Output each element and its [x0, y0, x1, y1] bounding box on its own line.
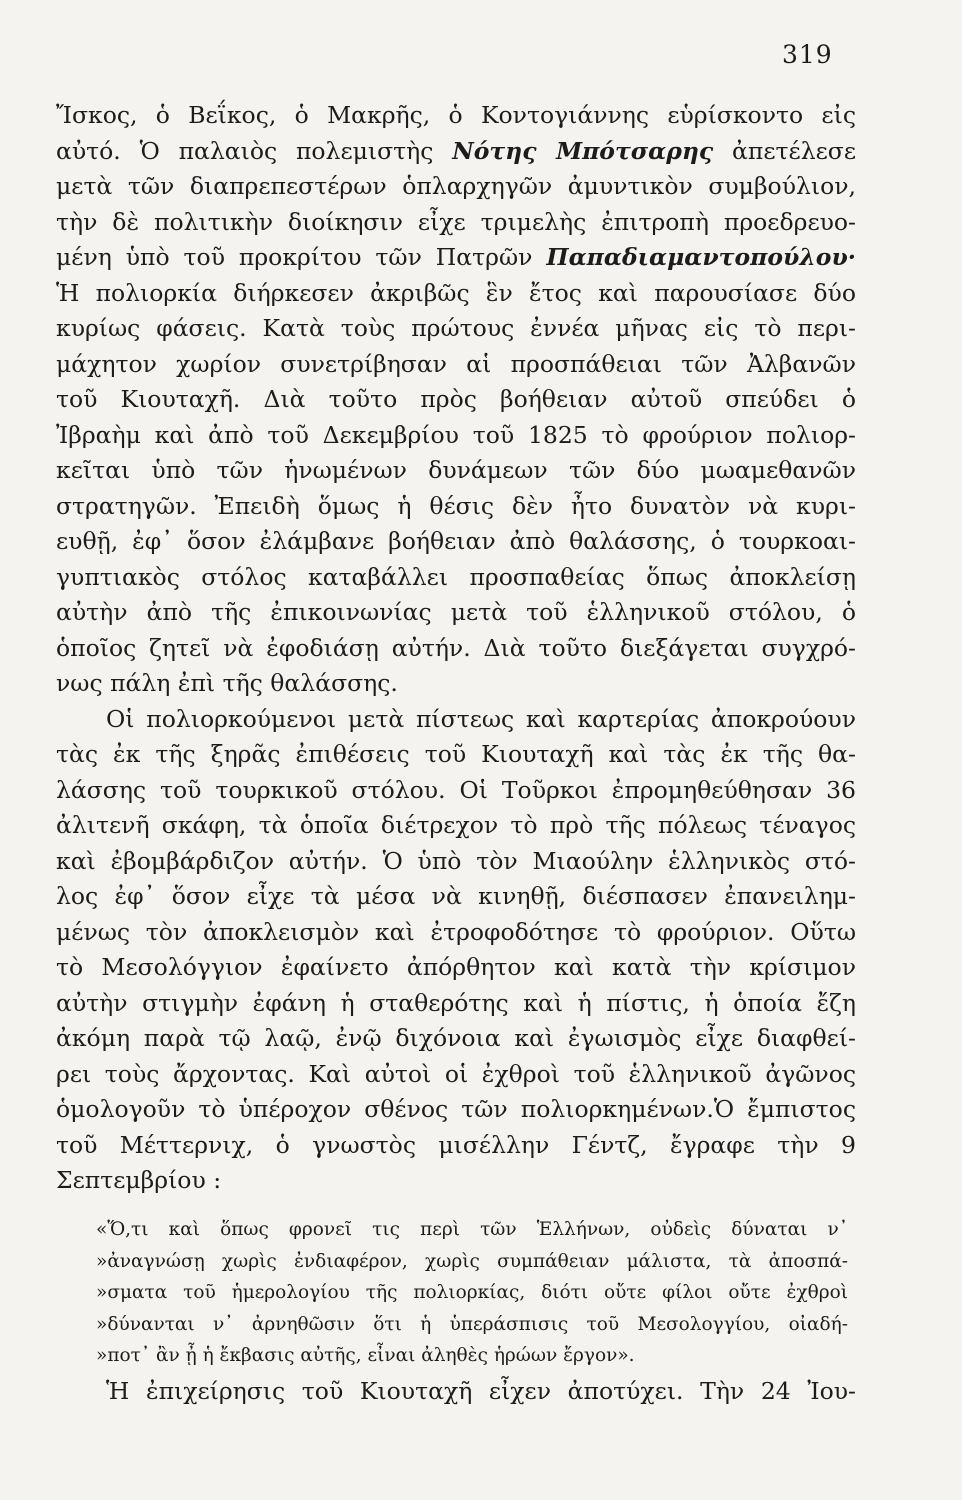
page-number: 319	[782, 40, 833, 69]
quote-line: »ποτ᾽ ἂν ᾖ ἡ ἔκβασις αὐτῆς, εἶναι ἀληθὲς ἡρώων ἔργον».	[96, 1345, 635, 1366]
block-quote	[96, 1214, 848, 1372]
text-line: λάσσης τοῦ τουρκικοῦ στόλου. Οἱ Τοῦρκοι ἐπρομηθεύθησαν 36	[56, 775, 856, 804]
text-line: κυρίως φάσεις. Κατὰ τοὺς πρώτους ἐννέα μῆνας εἰς τὸ περι-	[56, 314, 856, 342]
text-line: ὁμολογοῦν τὸ ὑπέροχον σθένος τῶν πολιορκημένων.Ὁ ἔμπιστος	[56, 1095, 856, 1123]
text-line: μένη ὑπὸ τοῦ προκρίτου τῶν Πατρῶν Παπαδιαμαντοπούλου·	[56, 243, 856, 271]
text-line: καὶ ἐβομβάρδιζον αὐτήν. Ὁ ὑπὸ τὸν Μιαούλην ἑλληνικὸς στό-	[56, 846, 856, 875]
text-line: ἀκόμη παρὰ τῷ λαῷ, ἐνῷ διχόνοια καὶ ἐγωισμὸς εἶχε διαφθεί-	[56, 1024, 856, 1052]
text-line: μάχητον χωρίον συνετρίβησαν αἱ προσπάθειαι τῶν Ἀλβανῶν	[56, 349, 856, 378]
paragraph-1	[56, 98, 856, 1199]
text-line: Ἴσκος, ὁ Βεΐκος, ὁ Μακρῆς, ὁ Κοντογιάννης εὑρίσκοντο εἰς	[56, 101, 856, 129]
text-line: Σεπτεμβρίου :	[56, 1166, 222, 1194]
text-line: αὐτὴν στιγμὴν ἐφάνη ἡ σταθερότης καὶ ἡ πίστις, ἡ ὁποία ἔζη	[56, 988, 856, 1017]
text-line: ρει τοὺς ἄρχοντας. Καὶ αὐτοὶ οἱ ἐχθροὶ τοῦ ἑλληνικοῦ ἀγῶνος	[56, 1059, 856, 1088]
emphasized-name: Παπαδιαμαντοπούλου·	[546, 243, 856, 271]
text-line: Οἱ πολιορκούμενοι μετὰ πίστεως καὶ καρτερίας ἀποκρούουν	[106, 704, 856, 733]
text-line: αὐτό. Ὁ παλαιὸς πολεμιστὴς Νότης Μπότσαρης ἀπετέλεσε	[56, 136, 856, 165]
text-line: γυπτιακὸς στόλος καταβάλλει προσπαθείας ὅπως ἀποκλείσῃ	[56, 562, 856, 591]
paragraph-3	[56, 1374, 856, 1410]
quote-line: «Ὅ,τι καὶ ὅπως φρονεῖ τις περὶ τῶν Ἑλλήνων, οὐδεὶς δύναται ν᾽	[96, 1219, 848, 1240]
text-line: τὰς ἐκ τῆς ξηρᾶς ἐπιθέσεις τοῦ Κιουταχῆ καὶ τὰς ἐκ τῆς θα-	[56, 740, 856, 768]
quote-line: »σματα τοῦ ἡμερολογίου τῆς πολιορκίας, διότι οὔτε φίλοι οὔτε ἐχθροὶ	[96, 1282, 848, 1303]
text-line: κεῖται ὑπὸ τῶν ἡνωμένων δυνάμεων τῶν δύο μωαμεθανῶν	[56, 456, 856, 484]
quote-line: »δύνανται ν᾽ ἀρνηθῶσιν ὅτι ἡ ὑπεράσπισις τοῦ Μεσολογγίου, οἰαδή-	[96, 1313, 848, 1335]
text-line: μετὰ τῶν διαπρεπεστέρων ὁπλαρχηγῶν ἀμυντικὸν συμβούλιον,	[56, 172, 856, 200]
text-line: ἀλιτενῆ σκάφη, τὰ ὁποῖα διέτρεχον τὸ πρὸ τῆς πόλεως τέναγος	[56, 811, 856, 839]
quote-line: »ἀναγνώσῃ χωρὶς ἐνδιαφέρον, χωρὶς συμπάθειαν μάλιστα, τὰ ἀποσπά-	[96, 1250, 848, 1272]
text-line: τὴν δὲ πολιτικὴν διοίκησιν εἶχε τριμελὴς ἐπιτροπὴ προεδρευο-	[56, 207, 856, 236]
text-line: στρατηγῶν. Ἐπειδὴ ὅμως ἡ θέσις δὲν ἦτο δυνατὸν νὰ κυρι-	[56, 491, 856, 520]
text-line: τοῦ Κιουταχῆ. Διὰ τοῦτο πρὸς βοήθειαν αὐτοῦ σπεύδει ὁ	[56, 385, 856, 413]
text-line: νως πάλη ἐπὶ τῆς θαλάσσης.	[56, 669, 398, 697]
text-line: αὐτὴν ἀπὸ τῆς ἐπικοινωνίας μετὰ τοῦ ἑλληνικοῦ στόλου, ὁ	[56, 598, 856, 626]
text-line: Ἡ ἐπιχείρησις τοῦ Κιουταχῆ εἶχεν ἀποτύχει. Τὴν 24 Ἰου-	[106, 1377, 856, 1405]
text-line: Ἰβραὴμ καὶ ἀπὸ τοῦ Δεκεμβρίου τοῦ 1825 τὸ φρούριον πολιορ-	[56, 420, 856, 449]
text-line: μένως τὸν ἀποκλεισμὸν καὶ ἐτροφοδότησε τὸ φρούριον. Οὕτω	[56, 917, 856, 946]
text-line: Ἡ πολιορκία διήρκεσεν ἀκριβῶς ἓν ἔτος καὶ παρουσίασε δύο	[56, 278, 856, 307]
text-line: λος ἐφ᾽ ὅσον εἶχε τὰ μέσα νὰ κινηθῇ, διέσπασεν ἐπανειλημ-	[56, 882, 856, 910]
emphasized-name: Νότης Μπότσαρης	[452, 136, 714, 165]
text-line: ευθῇ, ἐφ᾽ ὅσον ἐλάμβανε βοήθειαν ἀπὸ θαλάσσης, ὁ τουρκοαι-	[56, 527, 856, 555]
text-line: τοῦ Μέττερνιχ, ὁ γνωστὸς μισέλλην Γέντζ, ἔγραφε τὴν 9	[56, 1130, 856, 1159]
text-line: ὁποῖος ζητεῖ νὰ ἐφοδιάσῃ αὐτήν. Διὰ τοῦτο διεξάγεται συγχρό-	[56, 633, 856, 662]
text-line: τὸ Μεσολόγγιον ἐφαίνετο ἀπόρθητον καὶ κατὰ τὴν κρίσιμον	[56, 953, 856, 981]
